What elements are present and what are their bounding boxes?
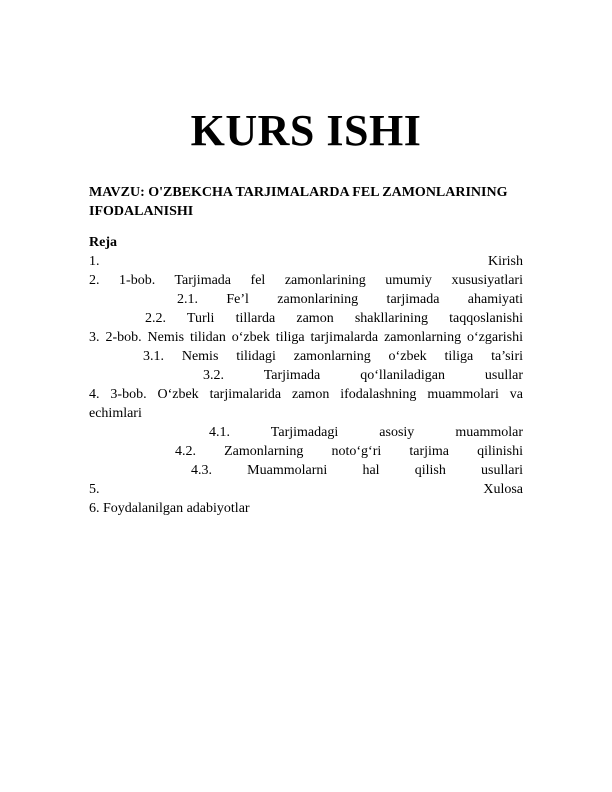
document-title: KURS ISHI — [190, 106, 422, 155]
plan-subitem: 4.1. Tarjimadagi asosiy muammolar — [209, 425, 523, 440]
plan-item: 6. Foydalanilgan adabiyotlar — [89, 501, 250, 516]
plan-subitem: 3.2. Tarjimada qo‘llaniladigan usullar — [203, 368, 523, 383]
plan-item: 1. Kirish — [89, 254, 523, 269]
topic-heading: MAVZU: O'ZBEKCHA TARJIMALARDA FEL ZAMONLARINING IFODALANISHI — [89, 185, 508, 219]
plan-subitem: 4.2. Zamonlarning noto‘g‘ri tarjima qilinishi — [175, 444, 523, 459]
plan-item: 3. 2-bob. Nemis tilidan o‘zbek tiliga tarjimalarda zamonlarning o‘zgarishi — [89, 330, 523, 345]
plan-heading: Reja — [89, 235, 117, 250]
plan-item: 2. 1-bob. Tarjimada fel zamonlarining umumiy xususiyatlari — [89, 273, 523, 288]
document-body — [89, 183, 523, 518]
plan-subitem: 2.1. Fe’l zamonlarining tarjimada ahamiyati — [177, 292, 523, 307]
plan-subitem: 4.3. Muammolarni hal qilish usullari — [191, 463, 523, 478]
plan-item: 4. 3-bob. O‘zbek tarjimalarida zamon ifodalashning muammolari va echimlari — [89, 387, 523, 421]
plan-item: 5. Xulosa — [89, 482, 523, 497]
plan-subitem: 2.2. Turli tillarda zamon shakllarining taqqoslanishi — [145, 311, 523, 326]
plan-subitem: 3.1. Nemis tilidagi zamonlarning o‘zbek tiliga ta’siri — [143, 349, 523, 364]
